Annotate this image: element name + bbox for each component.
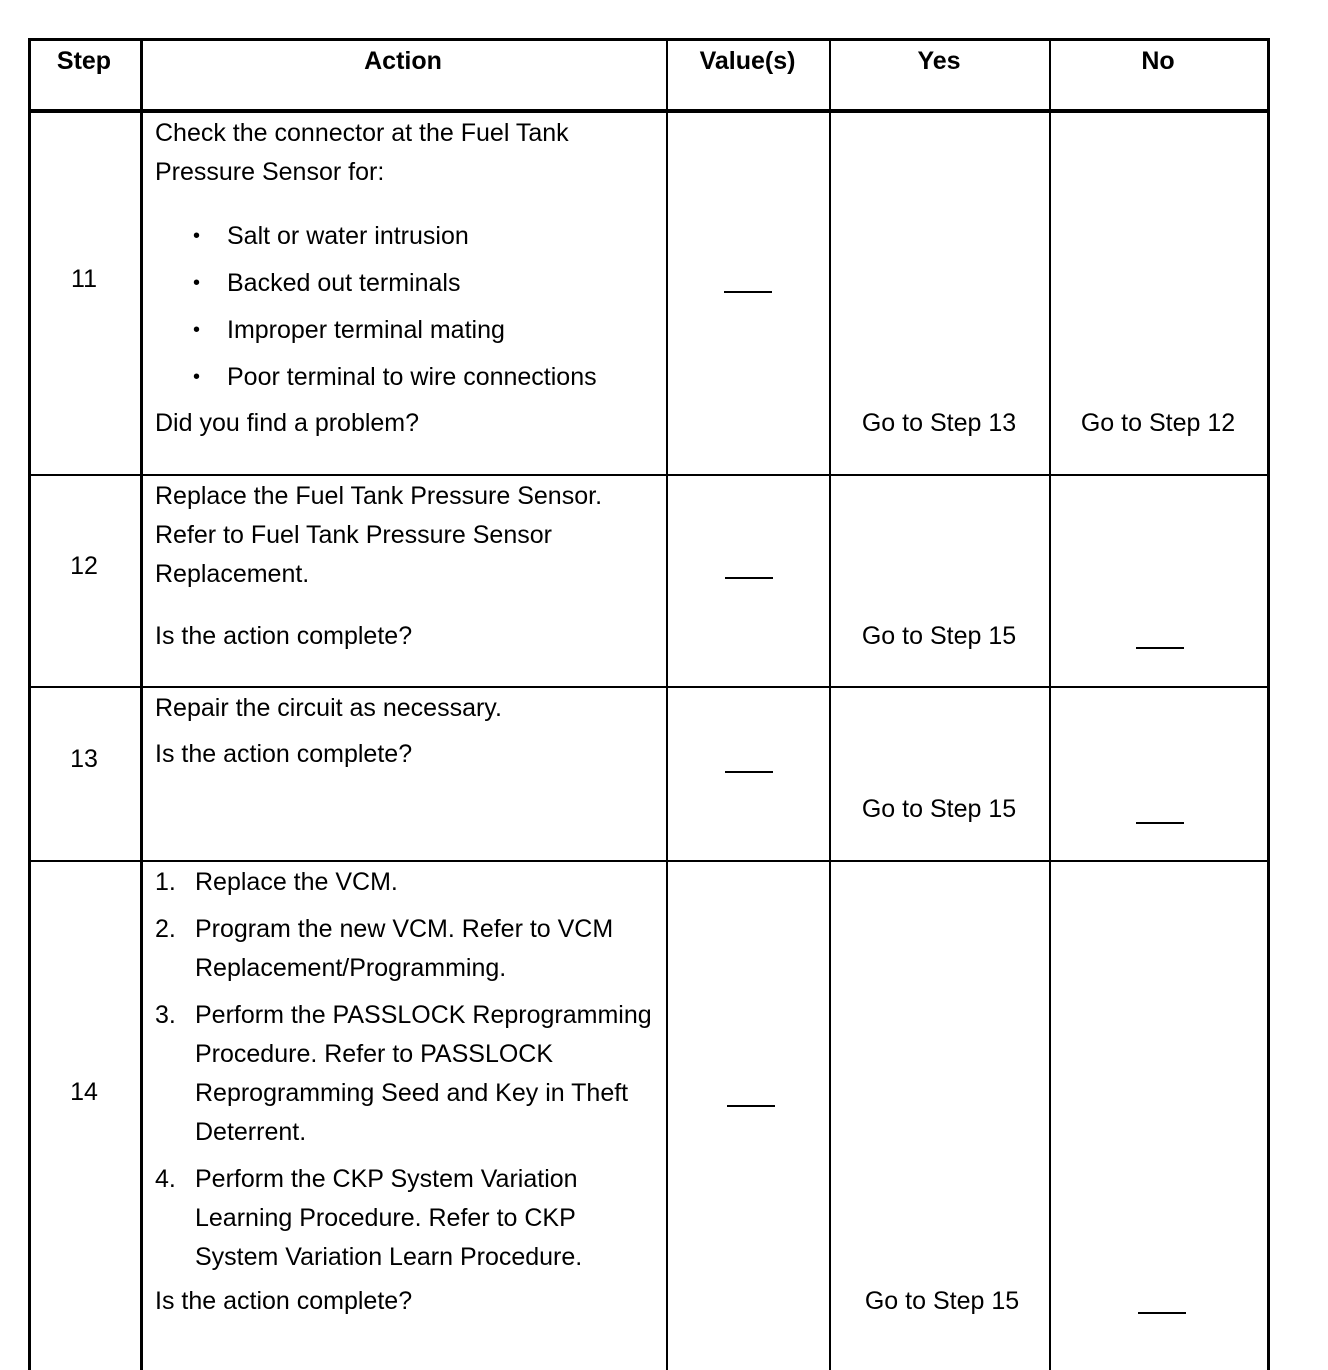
header-no: No (1141, 47, 1175, 75)
column-divider (666, 38, 668, 1370)
check-list (155, 213, 660, 401)
step-number: 11 (71, 265, 97, 293)
step-number: 14 (70, 1078, 98, 1106)
header-action: Action (364, 47, 442, 75)
question-text: Did you find a problem? (155, 409, 420, 437)
value-dash (727, 1105, 775, 1107)
header-step: Step (56, 47, 112, 75)
question-text: Is the action complete? (155, 622, 413, 650)
row-divider (28, 686, 1270, 688)
yes-link[interactable]: Go to Step 13 (861, 409, 1017, 437)
list-item: • Improper terminal mating (155, 307, 660, 354)
no-dash (1138, 1312, 1186, 1314)
table-right-border (1267, 38, 1270, 1370)
list-item: 4. Perform the CKP System Variation Learning Procedure. Refer to CKP System Variation Learn Procedure. (155, 1165, 583, 1271)
table-top-border (28, 38, 1270, 41)
no-link[interactable]: Go to Step 12 (1080, 409, 1236, 437)
action-text: Check the connector at the Fuel Tank Pressure Sensor for: (155, 119, 569, 186)
header-bottom-border (28, 109, 1270, 113)
header-values: Value(s) (699, 47, 796, 75)
column-divider (1049, 38, 1051, 1370)
list-item: • Poor terminal to wire connections (155, 354, 660, 401)
list-item: • Salt or water intrusion (155, 213, 660, 260)
table-left-border (28, 38, 31, 1370)
question-text: Is the action complete? (155, 1287, 413, 1315)
diagnostic-table (28, 38, 1270, 1370)
yes-link[interactable]: Go to Step 15 (864, 1287, 1020, 1315)
list-item: 3. Perform the PASSLOCK Reprogramming Procedure. Refer to PASSLOCK Reprogramming Seed and Key in Theft Deterrent. (155, 1001, 652, 1146)
row-divider (28, 474, 1270, 476)
question-text: Is the action complete? (155, 740, 413, 768)
action-text: Replace the Fuel Tank Pressure Sensor. Refer to Fuel Tank Pressure Sensor Replacement. (155, 482, 603, 588)
numbered-steps (155, 863, 660, 1285)
value-dash (724, 291, 772, 293)
action-text: Repair the circuit as necessary. (155, 694, 502, 722)
yes-link[interactable]: Go to Step 15 (861, 795, 1017, 823)
column-divider (140, 38, 143, 1370)
list-item: 1. Replace the VCM. (155, 868, 398, 896)
header-yes: Yes (917, 47, 961, 75)
value-dash (725, 771, 773, 773)
list-item: 2. Program the new VCM. Refer to VCM Replacement/Programming. (155, 915, 614, 982)
yes-link[interactable]: Go to Step 15 (861, 622, 1017, 650)
value-dash (725, 577, 773, 579)
step-number: 12 (70, 552, 98, 580)
no-dash (1136, 647, 1184, 649)
no-dash (1136, 822, 1184, 824)
step-number: 13 (70, 745, 98, 773)
row-divider (28, 860, 1270, 862)
column-divider (829, 38, 831, 1370)
list-item: • Backed out terminals (155, 260, 660, 307)
